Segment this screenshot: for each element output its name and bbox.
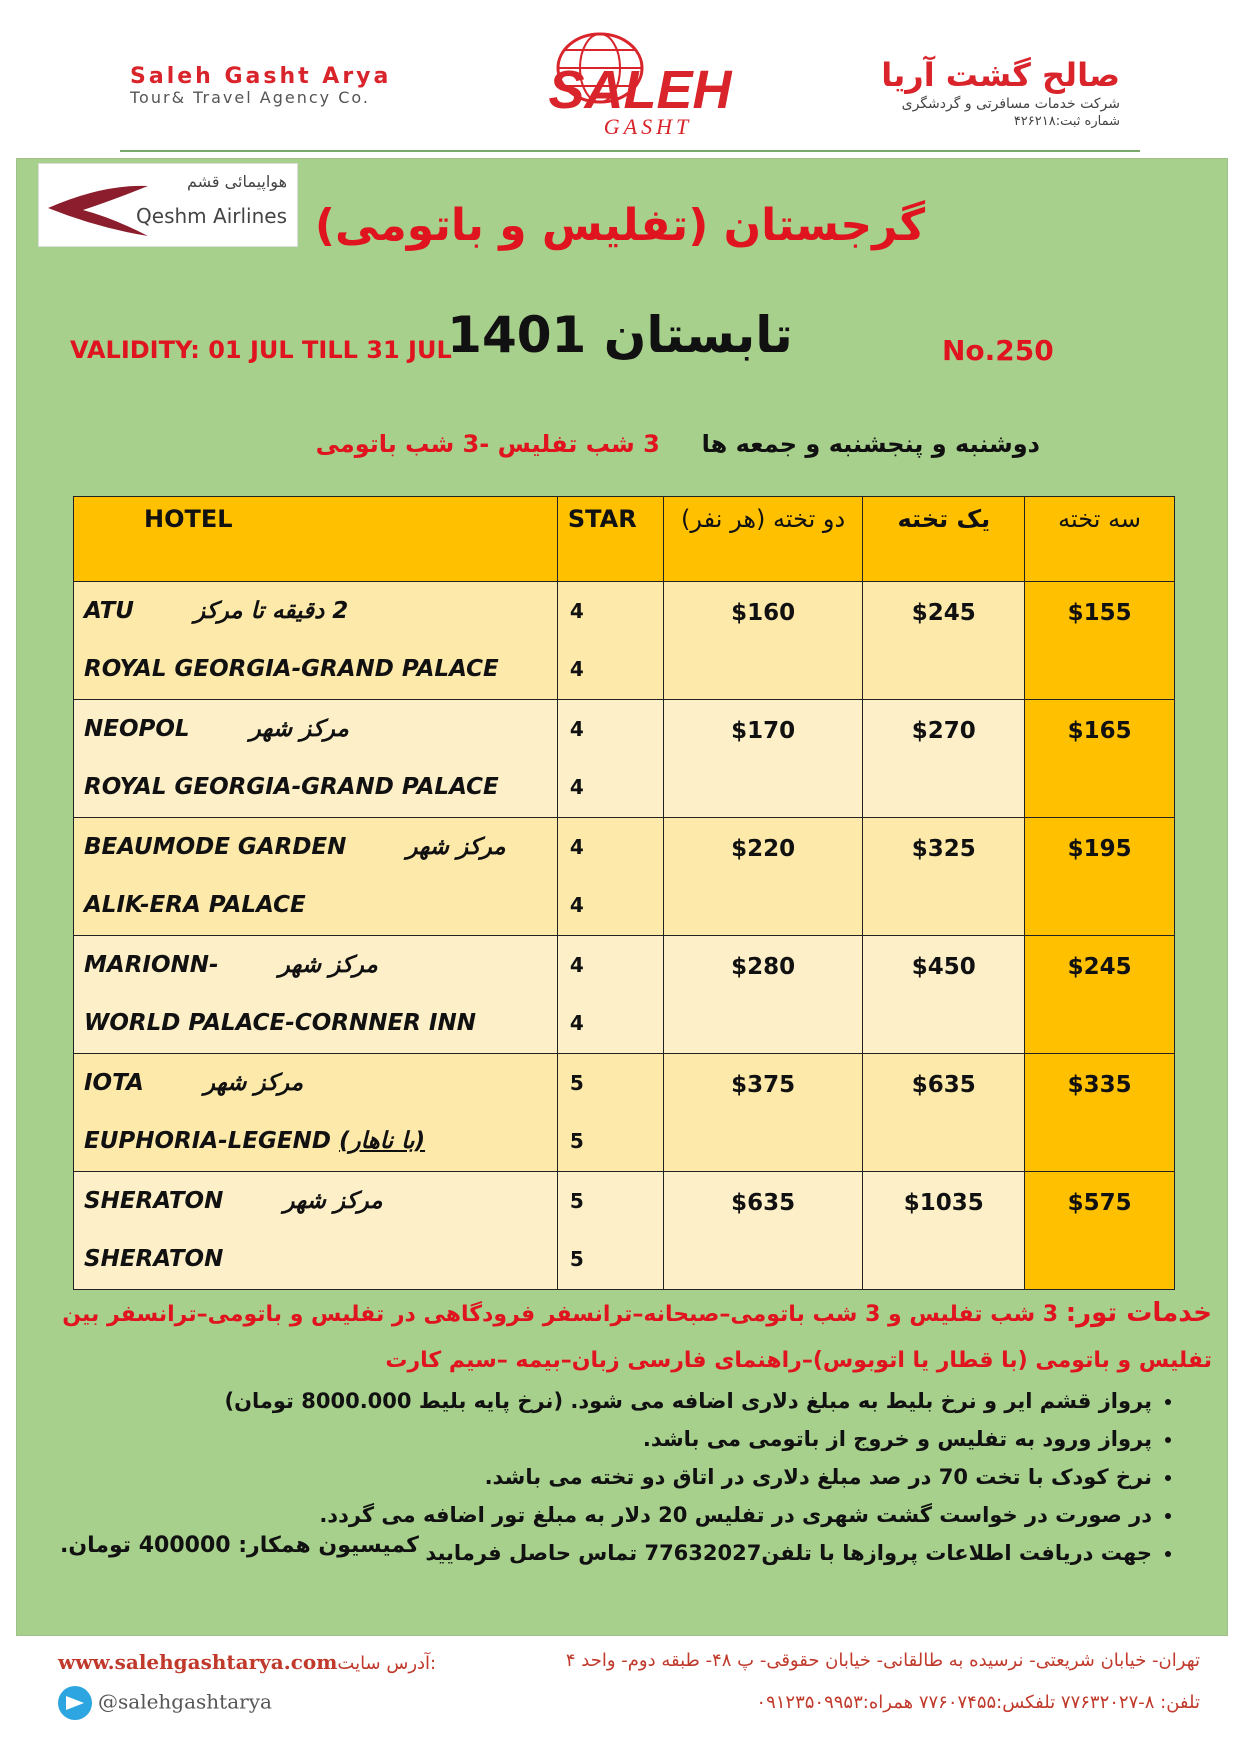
brand-subtitle-fa: شرکت خدمات مسافرتی و گردشگری <box>901 96 1120 112</box>
hotel-batumi: ROYAL GEORGIA-GRAND PALACE <box>84 774 499 800</box>
star-batumi: 4 <box>569 893 584 917</box>
brand-subtitle-en: Tour& Travel Agency Co. <box>130 88 370 107</box>
hotel-tbilisi: ATU <box>84 598 134 624</box>
table-header-row <box>74 497 1175 582</box>
logo-main-text: SALEH <box>548 60 732 120</box>
price-single: $245 <box>863 582 1025 700</box>
telegram-handle[interactable]: @salehgashtarya <box>98 1689 272 1714</box>
star-batumi: 4 <box>569 657 584 681</box>
hotel-tbilisi: NEOPOL <box>84 716 190 742</box>
hotel-batumi: EUPHORIA-LEGEND <box>84 1128 331 1154</box>
logo-sub-text: GASHT <box>603 114 693 139</box>
hotel-location: مرکز شهر <box>278 952 378 978</box>
price-single: $635 <box>863 1054 1025 1172</box>
hotel-location: مرکز شهر <box>283 1188 383 1214</box>
price-triple: $165 <box>1025 700 1175 818</box>
price-double: $160 <box>663 582 863 700</box>
hotel-tbilisi: SHERATON <box>84 1188 224 1214</box>
col-star: STAR <box>557 497 663 582</box>
star-batumi: 4 <box>569 775 584 799</box>
brand-registration: شماره ثبت:۴۲۶۲۱۸ <box>1013 114 1120 129</box>
price-triple: $575 <box>1025 1172 1175 1290</box>
telegram-icon <box>58 1686 92 1720</box>
services-text: 3 شب تفلیس و 3 شب باتومی–صبحانه–ترانسفر فرودگاهی در تفلیس و باتومی–ترانسفر بین تفلیس و باتومی (با قطار یا اتوبوس)–راهنمای فارسی زبان–بیمه –سیم کارت <box>62 1302 1212 1373</box>
note-item: • پرواز ورود به تفلیس و خروج از باتومی می باشد. <box>50 1420 1152 1458</box>
price-single: $270 <box>863 700 1025 818</box>
table-row <box>74 1054 1175 1172</box>
star-batumi: 4 <box>569 1011 584 1035</box>
price-triple: $245 <box>1025 936 1175 1054</box>
hotel-location: مرکز شهر <box>249 716 349 742</box>
website-link[interactable]: www.salehgashtarya.com <box>58 1650 338 1674</box>
agent-commission: کمیسیون همکار: 400000 تومان. <box>60 1533 419 1558</box>
star-batumi: 5 <box>569 1129 584 1153</box>
col-single: یک تخته <box>863 497 1025 582</box>
table-row <box>74 1172 1175 1290</box>
hotel-location: مرکز شهر <box>406 834 506 860</box>
brand-fa-block <box>881 56 1120 129</box>
star-tbilisi: 5 <box>569 1189 584 1213</box>
star-batumi: 5 <box>569 1247 584 1271</box>
table-row <box>74 936 1175 1054</box>
tour-services <box>40 1290 1212 1384</box>
hotel-tbilisi: MARIONN- <box>84 952 219 978</box>
table-row <box>74 818 1175 936</box>
days-text: دوشنبه و پنجشنبه و جمعه ها <box>701 430 1040 458</box>
price-single: $325 <box>863 818 1025 936</box>
hotel-batumi: SHERATON <box>84 1246 224 1272</box>
star-tbilisi: 4 <box>569 835 584 859</box>
table-row <box>74 700 1175 818</box>
brand-name-en: Saleh Gasht Arya <box>130 64 392 89</box>
price-triple: $195 <box>1025 818 1175 936</box>
col-hotel: HOTEL <box>74 497 558 582</box>
saleh-gasht-logo <box>530 28 750 140</box>
hotel-batumi: ALIK-ERA PALACE <box>84 892 306 918</box>
nights-text: 3 شب تفلیس -3 شب باتومی <box>315 430 660 458</box>
price-table <box>73 496 1175 1290</box>
price-single: $1035 <box>863 1172 1025 1290</box>
price-double: $635 <box>663 1172 863 1290</box>
price-double: $375 <box>663 1054 863 1172</box>
validity-dates: VALIDITY: 01 JUL TILL 31 JUL <box>70 336 452 364</box>
hotel-tbilisi: BEAUMODE GARDEN <box>84 834 347 860</box>
footer-address: تهران- خیابان شریعتی- نرسیده به طالقانی- خیابان حقوقی- پ ۴۸- طبقه دوم- واحد ۴ <box>565 1650 1200 1671</box>
price-triple: $155 <box>1025 582 1175 700</box>
hotel-batumi: ROYAL GEORGIA-GRAND PALACE <box>84 656 499 682</box>
note-item: • در صورت در خواست گشت شهری در تفلیس 20 دلار به مبلغ تور اضافه می گردد. <box>50 1496 1152 1534</box>
star-tbilisi: 4 <box>569 717 584 741</box>
price-double: $220 <box>663 818 863 936</box>
hotel-tbilisi: IOTA <box>84 1070 144 1096</box>
table-row <box>74 582 1175 700</box>
departure-days <box>316 430 1040 458</box>
hotel-batumi: WORLD PALACE-CORNNER INN <box>84 1010 476 1036</box>
star-tbilisi: 4 <box>569 599 584 623</box>
airline-name-en: Qeshm Airlines <box>136 204 287 228</box>
hotel-location: 2 دقیقه تا مرکز <box>193 598 349 624</box>
header-divider <box>120 150 1140 152</box>
services-label: خدمات تور: <box>1065 1298 1212 1328</box>
hotel-location: مرکز شهر <box>203 1070 304 1096</box>
note-item: • پرواز قشم ایر و نرخ بلیط به مبلغ دلاری اضافه می شود. (نرخ پایه بلیط 8000.000 تومان) <box>50 1382 1152 1420</box>
col-triple: سه تخته <box>1025 497 1175 582</box>
col-double: دو تخته (هر نفر) <box>663 497 863 582</box>
price-double: $170 <box>663 700 863 818</box>
hotel-meal-note: (با ناهار) <box>338 1128 426 1154</box>
footer-phones: تلفن: ۸-۷۷۶۳۲۰۲۷ تلفکس:۷۷۶۰۷۴۵۵ همراه:۰۹۱۲۳۵۰۹۹۵۳ <box>756 1692 1200 1713</box>
tour-title: گرجستان (تفلیس و باتومی) <box>314 200 926 251</box>
price-double: $280 <box>663 936 863 1054</box>
footer-telegram <box>58 1686 272 1720</box>
tour-number: No.250 <box>942 334 1054 367</box>
footer-website <box>58 1650 436 1674</box>
tour-season: تابستان 1401 <box>447 306 793 364</box>
brand-name-fa: صالح گشت آریا <box>881 56 1120 94</box>
star-tbilisi: 4 <box>569 953 584 977</box>
price-triple: $335 <box>1025 1054 1175 1172</box>
airline-name-fa: هواپیمائی قشم <box>187 172 287 191</box>
price-single: $450 <box>863 936 1025 1054</box>
note-item: • جهت دریافت اطلاعات پروازها با تلفن77632027 تماس حاصل فرمایید <box>50 1534 1152 1572</box>
website-label: آدرس سایت: <box>337 1653 437 1674</box>
note-item: • نرخ کودک با تخت 70 در صد مبلغ دلاری در اتاق دو تخته می باشد. <box>50 1458 1152 1496</box>
star-tbilisi: 5 <box>569 1071 584 1095</box>
